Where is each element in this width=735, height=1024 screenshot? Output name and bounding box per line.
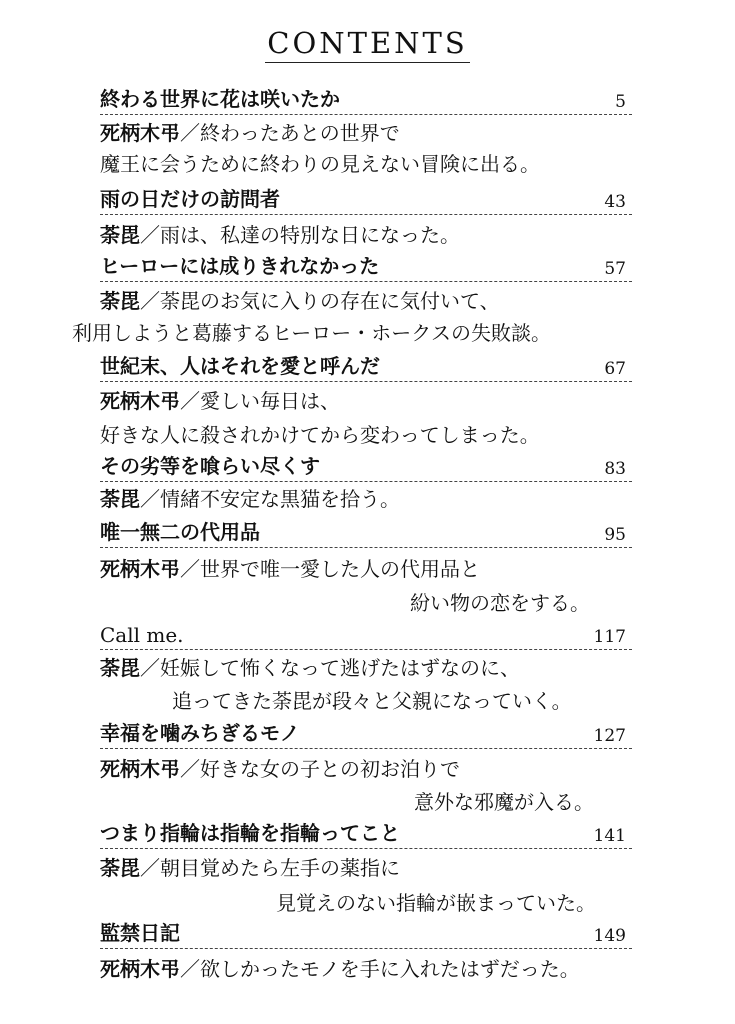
toc-entry-page: 5 xyxy=(615,92,626,112)
desc-line-2: 追ってきた荼毘が段々と父親になっていく。 xyxy=(172,689,572,713)
character-name: 死柄木弔 xyxy=(100,389,180,413)
desc-line-1: 情緒不安定な黒猫を拾う。 xyxy=(160,487,400,511)
character-name: 死柄木弔 xyxy=(100,757,180,781)
toc-entry-desc: 荼毘／雨は、私達の特別な日になった。 xyxy=(100,223,460,247)
character-name: 死柄木弔 xyxy=(100,957,180,981)
contents-heading-wrap xyxy=(0,26,735,63)
toc-entry-page: 149 xyxy=(593,926,626,946)
toc-entry-page: 57 xyxy=(604,259,626,279)
toc-entry-title: 世紀末、人はそれを愛と呼んだ xyxy=(100,354,380,378)
toc-entry xyxy=(100,714,632,749)
desc-line-1: 世界で唯一愛した人の代用品と xyxy=(200,557,480,581)
toc-entry xyxy=(100,447,632,482)
desc-line-1: 朝目覚めたら左手の薬指に xyxy=(160,856,400,880)
toc-entry-title: 幸福を噛みちぎるモノ xyxy=(100,721,300,745)
toc-entry-page: 127 xyxy=(593,726,626,746)
toc-entry-title: 唯一無二の代用品 xyxy=(100,520,260,544)
toc-entry xyxy=(100,914,632,949)
toc-entry xyxy=(100,247,632,282)
toc-entry-title: ヒーローには成りきれなかった xyxy=(100,254,380,278)
desc-line-1: 愛しい毎日は、 xyxy=(200,389,340,413)
toc-entry-desc: 荼毘／朝目覚めたら左手の薬指に xyxy=(100,856,400,880)
toc-entry-page: 141 xyxy=(593,826,626,846)
toc-entry-title: その劣等を喰らい尽くす xyxy=(100,454,320,478)
toc-entry xyxy=(100,180,632,215)
toc-entry xyxy=(100,814,632,849)
toc-entry-page: 117 xyxy=(593,627,626,647)
character-name: 荼毘 xyxy=(100,289,140,313)
desc-line-2: 魔王に会うために終わりの見えない冒険に出る。 xyxy=(100,152,540,176)
desc-line-2: 見覚えのない指輪が嵌まっていた。 xyxy=(276,891,596,915)
desc-line-1: 好きな女の子との初お泊りで xyxy=(200,757,460,781)
toc-entry-desc: 死柄木弔／愛しい毎日は、 xyxy=(100,389,340,413)
character-name: 死柄木弔 xyxy=(100,121,180,145)
toc-entry xyxy=(100,513,632,548)
contents-heading: CONTENTS xyxy=(265,26,469,63)
toc-entry-title: つまり指輪は指輪を指輪ってこと xyxy=(100,821,400,845)
desc-line-1: 終わったあとの世界で xyxy=(200,121,400,145)
toc-entry-title: 終わる世界に花は咲いたか xyxy=(100,87,340,111)
character-name: 荼毘 xyxy=(100,487,140,511)
toc-entry-title: 雨の日だけの訪問者 xyxy=(100,187,280,211)
toc-entry-title: 監禁日記 xyxy=(100,921,180,945)
desc-line-1: 欲しかったモノを手に入れたはずだった。 xyxy=(200,957,580,981)
character-name: 荼毘 xyxy=(100,656,140,680)
desc-line-1: 雨は、私達の特別な日になった。 xyxy=(160,223,460,247)
character-name: 荼毘 xyxy=(100,223,140,247)
toc-entry-desc: 死柄木弔／世界で唯一愛した人の代用品と xyxy=(100,557,480,581)
character-name: 死柄木弔 xyxy=(100,557,180,581)
toc-entry-desc: 荼毘／妊娠して怖くなって逃げたはずなのに、 xyxy=(100,656,520,680)
toc-entry-page: 83 xyxy=(604,459,626,479)
desc-line-1: 妊娠して怖くなって逃げたはずなのに、 xyxy=(160,656,520,680)
toc-entry-page: 67 xyxy=(604,359,626,379)
character-name: 荼毘 xyxy=(100,856,140,880)
desc-line-2: 意外な邪魔が入る。 xyxy=(414,790,594,814)
toc-entry xyxy=(100,615,632,650)
desc-line-2: 紛い物の恋をする。 xyxy=(410,591,590,615)
toc-entry-page: 95 xyxy=(604,525,626,545)
desc-line-2: 利用しようと葛藤するヒーロー・ホークスの失敗談。 xyxy=(72,321,551,345)
toc-entry-desc: 荼毘／荼毘のお気に入りの存在に気付いて、 xyxy=(100,289,500,313)
toc-entry-title: Call me. xyxy=(100,623,184,647)
desc-line-2: 好きな人に殺されかけてから変わってしまった。 xyxy=(100,423,540,447)
desc-line-1: 荼毘のお気に入りの存在に気付いて、 xyxy=(160,289,500,313)
toc-entry xyxy=(100,347,632,382)
toc-entry-desc: 死柄木弔／好きな女の子との初お泊りで xyxy=(100,757,460,781)
toc-entry xyxy=(100,80,632,115)
toc-entry-desc: 荼毘／情緒不安定な黒猫を拾う。 xyxy=(100,487,400,511)
toc-entry-page: 43 xyxy=(604,192,626,212)
toc-entry-desc: 死柄木弔／終わったあとの世界で xyxy=(100,121,400,145)
toc-entry-desc: 死柄木弔／欲しかったモノを手に入れたはずだった。 xyxy=(100,957,580,981)
